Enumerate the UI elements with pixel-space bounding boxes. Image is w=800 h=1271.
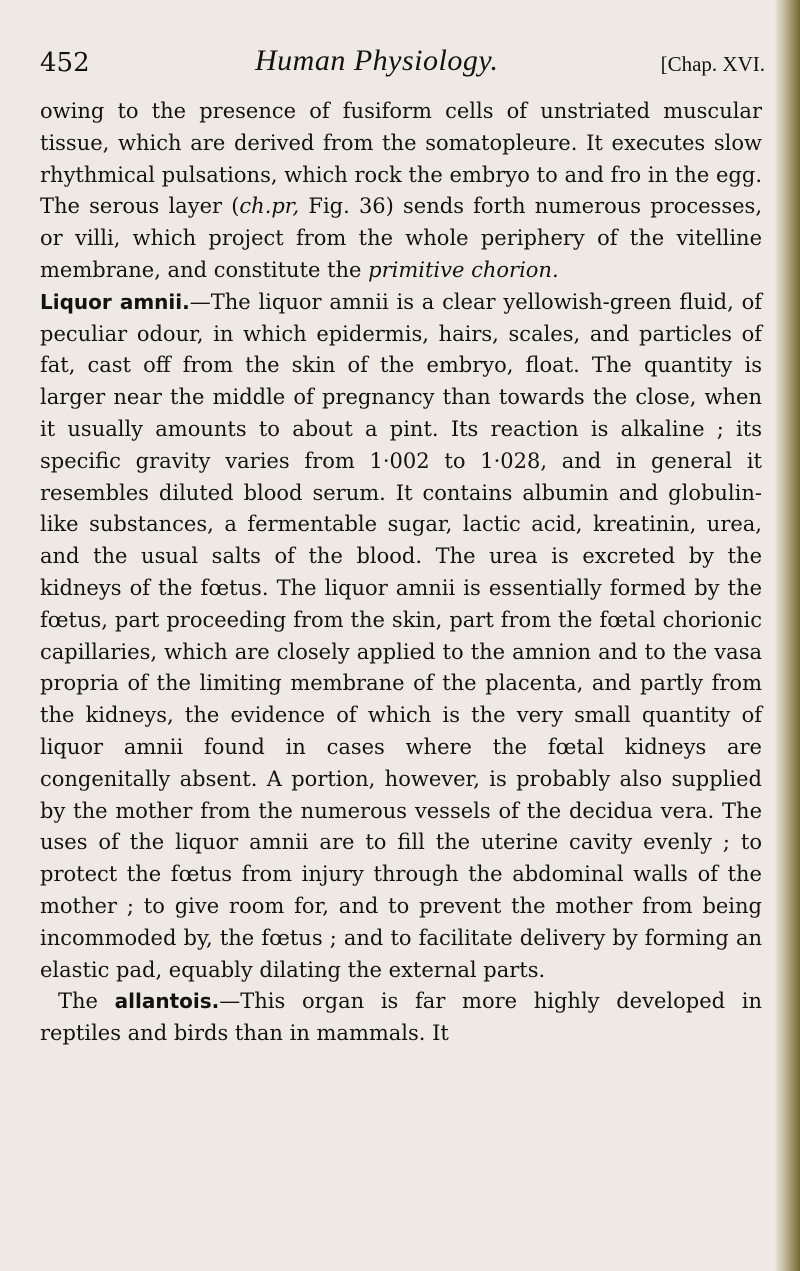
text-run: Fig. 36) sends forth numerous processes, or villi, which project from the whole periphery of the vitelline membrane, and constitute the bbox=[40, 194, 762, 282]
text-run: —This organ is far more highly developed in reptiles and birds than in mammals. It bbox=[40, 989, 762, 1046]
text-run: The bbox=[58, 989, 115, 1014]
italic-label: ch.pr, bbox=[239, 194, 300, 219]
running-title: Human Physiology. bbox=[255, 44, 499, 77]
chapter-reference: [Chap. XVI. bbox=[660, 52, 765, 76]
text-run: owing to the presence of fusiform cells of unstriated muscular tissue, which are derived from the somatopleure. It executes slow rhythmical pulsations, which rock the embryo to and fro in the egg. The serous layer ( bbox=[40, 99, 762, 219]
italic-term: primitive chorion. bbox=[368, 257, 559, 282]
page-number: 452 bbox=[40, 48, 90, 78]
section-heading-allantois: allantois. bbox=[114, 989, 220, 1014]
body-text bbox=[40, 96, 762, 1050]
paragraph-contractility bbox=[40, 96, 762, 287]
page-edge-shadow bbox=[774, 0, 800, 1271]
paragraph-allantois bbox=[40, 986, 762, 1050]
paragraph-liquor-amnii bbox=[40, 287, 762, 987]
section-heading-liquor-amnii: Liquor amnii. bbox=[40, 289, 190, 314]
running-header bbox=[40, 44, 765, 88]
text-run: —The liquor amnii is a clear yellowish-green fluid, of peculiar odour, in which epidermis, hairs, scales, and particles of fat, cast off from the skin of the embryo, float. The quantity is larger near the middle of pregnancy than towards the close, when it usually amounts to about a pint. Its reaction is alkaline ; its specific gravity varies from 1·002 to 1·028, and in general it resembles diluted blood serum. It contains albumin and globulin-like substances, a fermentable sugar, lactic acid, kreatinin, urea, and the usual salts of the blood. The urea is excreted by the kidneys of the fœtus. The liquor amnii is essentially formed by the fœtus, part proceeding from the skin, part from the fœtal chorionic capillaries, which are closely applied to the amnion and to the vasa propria of the limiting membrane of the placenta, and partly from the kidneys, the evidence of which is the very small quantity of liquor amnii found in cases where the fœtal kidneys are congenitally absent. A portion, however, is probably also supplied by the mother from the numerous vessels of the decidua vera. The uses of the liquor amnii are to fill the uterine cavity evenly ; to protect the fœtus from injury through the abdominal walls of the mother ; to give room for, and to prevent the mother from being incommoded by, the fœtus ; and to facilitate delivery by forming an elastic pad, equably dilating the external parts. bbox=[40, 289, 762, 982]
